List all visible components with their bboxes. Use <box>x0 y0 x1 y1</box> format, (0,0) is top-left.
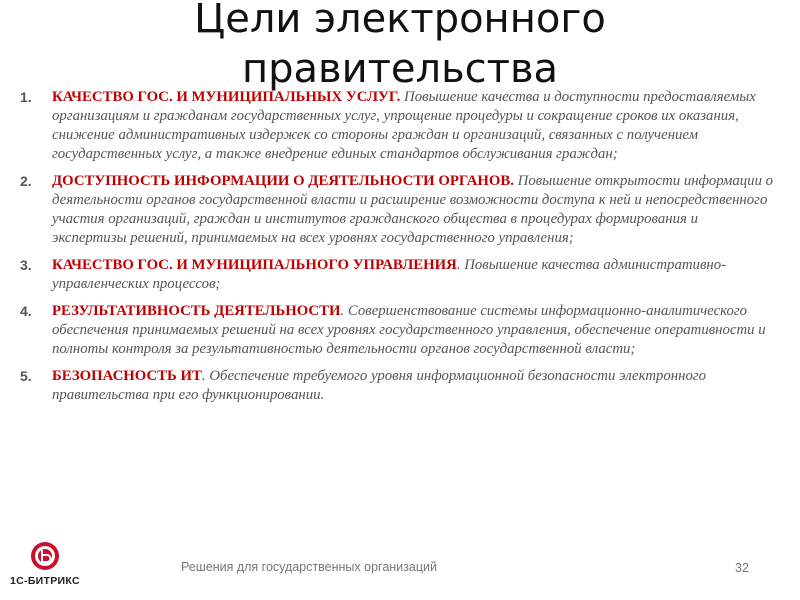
list-item-number: 5. <box>20 368 32 384</box>
slide-title <box>0 0 800 94</box>
list-item <box>20 172 775 248</box>
slide-title-line-2: правительства <box>241 46 559 92</box>
list-item-text: . Повышение качества административно-управленческих процессов; <box>52 257 727 292</box>
list-item-number: 1. <box>20 89 32 105</box>
list-item-text: . Обеспечение требуемого уровня информационной безопасности электронного правительства при его функционировании. <box>52 368 707 403</box>
bitrix-logo-icon <box>30 541 60 571</box>
list-item-number: 3. <box>20 257 32 273</box>
slide-title-line-1: Цели электронного <box>194 0 606 42</box>
bitrix-logo-text: 1С-БИТРИКС <box>10 575 80 587</box>
list-item <box>20 367 775 405</box>
list-item-heading: БЕЗОПАСНОСТЬ ИТ <box>52 368 202 384</box>
list-item <box>20 302 775 359</box>
list-item-heading: КАЧЕСТВО ГОС. И МУНИЦИПАЛЬНОГО УПРАВЛЕНИЯ <box>52 257 457 273</box>
bitrix-logo <box>10 541 80 591</box>
list-item-heading: РЕЗУЛЬТАТИВНОСТЬ ДЕЯТЕЛЬНОСТИ <box>52 303 341 319</box>
list-item-number: 2. <box>20 173 32 189</box>
list-item-text: Повышение открытости информации о деятельности органов государственной власти и расширение возможности доступа к ней и непосредственного участия организаций, граждан и институтов гражданского общества в процедурах формирования и экспертизы решений, принимаемых на всех уровнях государственного управления; <box>52 173 774 246</box>
footer-caption: Решения для государственных организаций <box>181 560 437 574</box>
list-item-number: 4. <box>20 303 32 319</box>
list-item <box>20 88 775 164</box>
list-item-heading: КАЧЕСТВО ГОС. И МУНИЦИПАЛЬНЫХ УСЛУГ. <box>52 89 401 105</box>
list-item-text: . Совершенствование системы информационно-аналитического обеспечения принимаемых решений на всех уровнях государственного управления, обеспечение оперативности и полноты контроля за результативностью деятельности органов государственной власти; <box>52 303 766 357</box>
list-item-heading: ДОСТУПНОСТЬ ИНФОРМАЦИИ О ДЕЯТЕЛЬНОСТИ ОРГАНОВ. <box>52 173 514 189</box>
goals-list <box>20 88 775 413</box>
page-number: 32 <box>735 561 749 575</box>
list-item <box>20 256 775 294</box>
list-item-text: Повышение качества и доступности предоставляемых организациям и гражданам государственных услуг, упрощение процедуры и сокращение сроков их оказания, снижение административных издержек со стороны граждан и организаций, связанных с получением государственных услуг, а также внедрение единых стандартов обслуживания граждан; <box>52 89 756 162</box>
